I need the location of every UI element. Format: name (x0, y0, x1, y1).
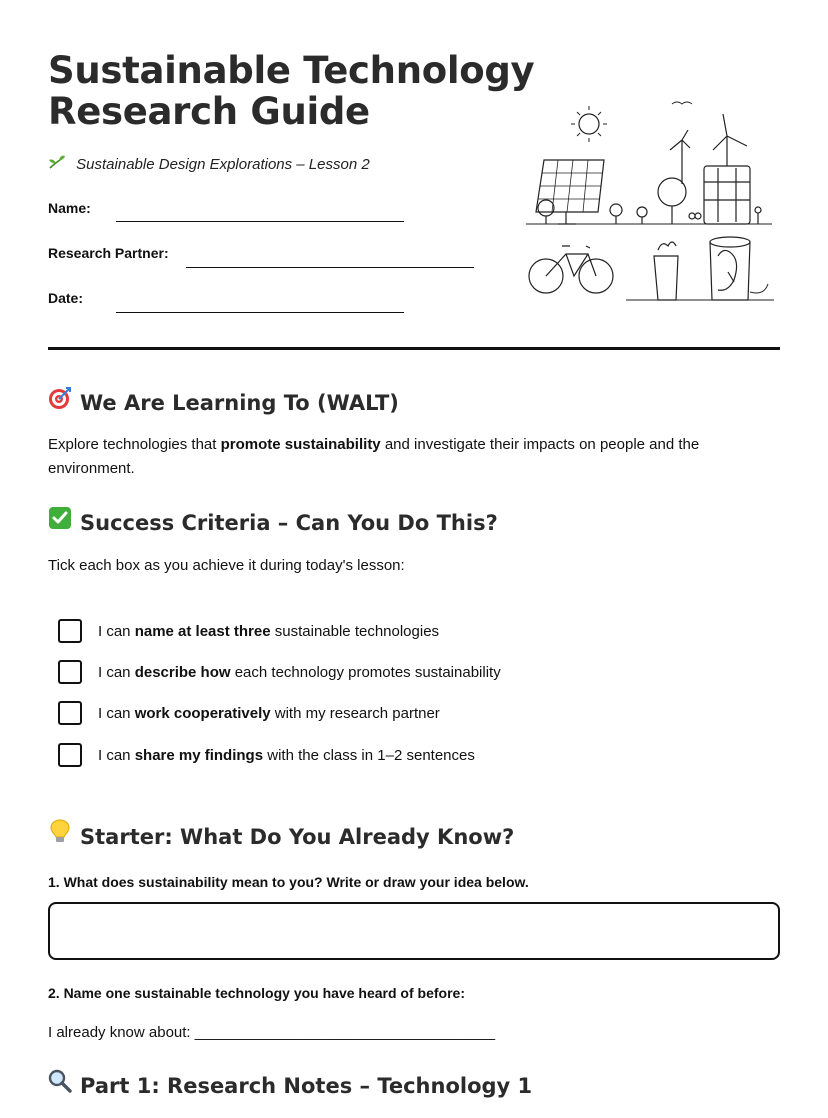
question-1: 1. What does sustainability mean to you? Write or draw your idea below. (48, 874, 529, 890)
success-instruction: Tick each box as you achieve it during today's lesson: (48, 557, 405, 574)
criteria-text (98, 747, 475, 764)
criteria-item[interactable] (58, 743, 475, 767)
criteria-bold: describe how (134, 663, 231, 681)
walt-text-bold: promote sustainability (220, 436, 381, 453)
criteria-item[interactable] (58, 619, 439, 643)
criteria-bold: share my findings (134, 746, 264, 764)
checkbox[interactable] (58, 701, 82, 725)
question-2-answer-line[interactable]: I already know about: ____________________________________ (48, 1024, 496, 1041)
name-label: Name: (48, 200, 91, 216)
criteria-item[interactable] (58, 660, 501, 684)
part1-heading-text: Part 1: Research Notes – Technology 1 (80, 1074, 533, 1098)
name-field-row (48, 200, 91, 216)
page-title (48, 50, 534, 132)
criteria-bold: name at least three (134, 622, 271, 640)
criteria-pre: I can (98, 704, 135, 722)
partner-field-row (48, 245, 169, 261)
question-2: 2. Name one sustainable technology you have heard of before: (48, 985, 465, 1001)
header-divider (48, 347, 780, 350)
criteria-text (98, 664, 501, 681)
light-bulb-icon (48, 818, 72, 849)
name-line[interactable] (116, 221, 404, 222)
check-mark-icon (48, 506, 72, 535)
success-heading-text: Success Criteria – Can You Do This? (80, 511, 498, 535)
subtitle-text: Sustainable Design Explorations – Lesson 2 (76, 156, 370, 173)
criteria-bold: work cooperatively (134, 704, 271, 722)
criteria-item[interactable] (58, 701, 440, 725)
checkbox[interactable] (58, 619, 82, 643)
answer-box[interactable] (48, 902, 780, 960)
criteria-post: with the class in 1–2 sentences (263, 746, 475, 764)
title-line-1: Sustainable Technology (48, 49, 535, 92)
criteria-pre: I can (98, 622, 135, 640)
criteria-text (98, 623, 439, 640)
partner-label: Research Partner: (48, 245, 169, 261)
criteria-post: with my research partner (270, 704, 440, 722)
criteria-text (98, 705, 440, 722)
walt-heading (48, 386, 399, 415)
partner-line[interactable] (186, 267, 474, 268)
date-line[interactable] (116, 312, 404, 313)
magnifier-icon (48, 1069, 72, 1098)
sustainability-illustration (522, 96, 780, 306)
part1-heading (48, 1069, 532, 1098)
criteria-pre: I can (98, 663, 135, 681)
criteria-pre: I can (98, 746, 135, 764)
walt-text-pre: Explore technologies that (48, 436, 221, 453)
criteria-post: each technology promotes sustainability (230, 663, 501, 681)
success-heading (48, 506, 498, 535)
starter-heading (48, 818, 514, 849)
criteria-post: sustainable technologies (270, 622, 440, 640)
seedling-icon (48, 156, 70, 173)
checkbox[interactable] (58, 660, 82, 684)
title-line-2: Research Guide (48, 90, 370, 133)
checkbox[interactable] (58, 743, 82, 767)
walt-heading-text: We Are Learning To (WALT) (80, 391, 399, 415)
date-field-row (48, 290, 83, 306)
date-label: Date: (48, 290, 84, 306)
lesson-subtitle (48, 155, 370, 173)
starter-heading-text: Starter: What Do You Already Know? (80, 825, 515, 849)
walt-text (48, 433, 748, 481)
target-icon (48, 386, 72, 415)
walt-text-post: and investigate their impacts on people and the environment. (48, 436, 700, 477)
